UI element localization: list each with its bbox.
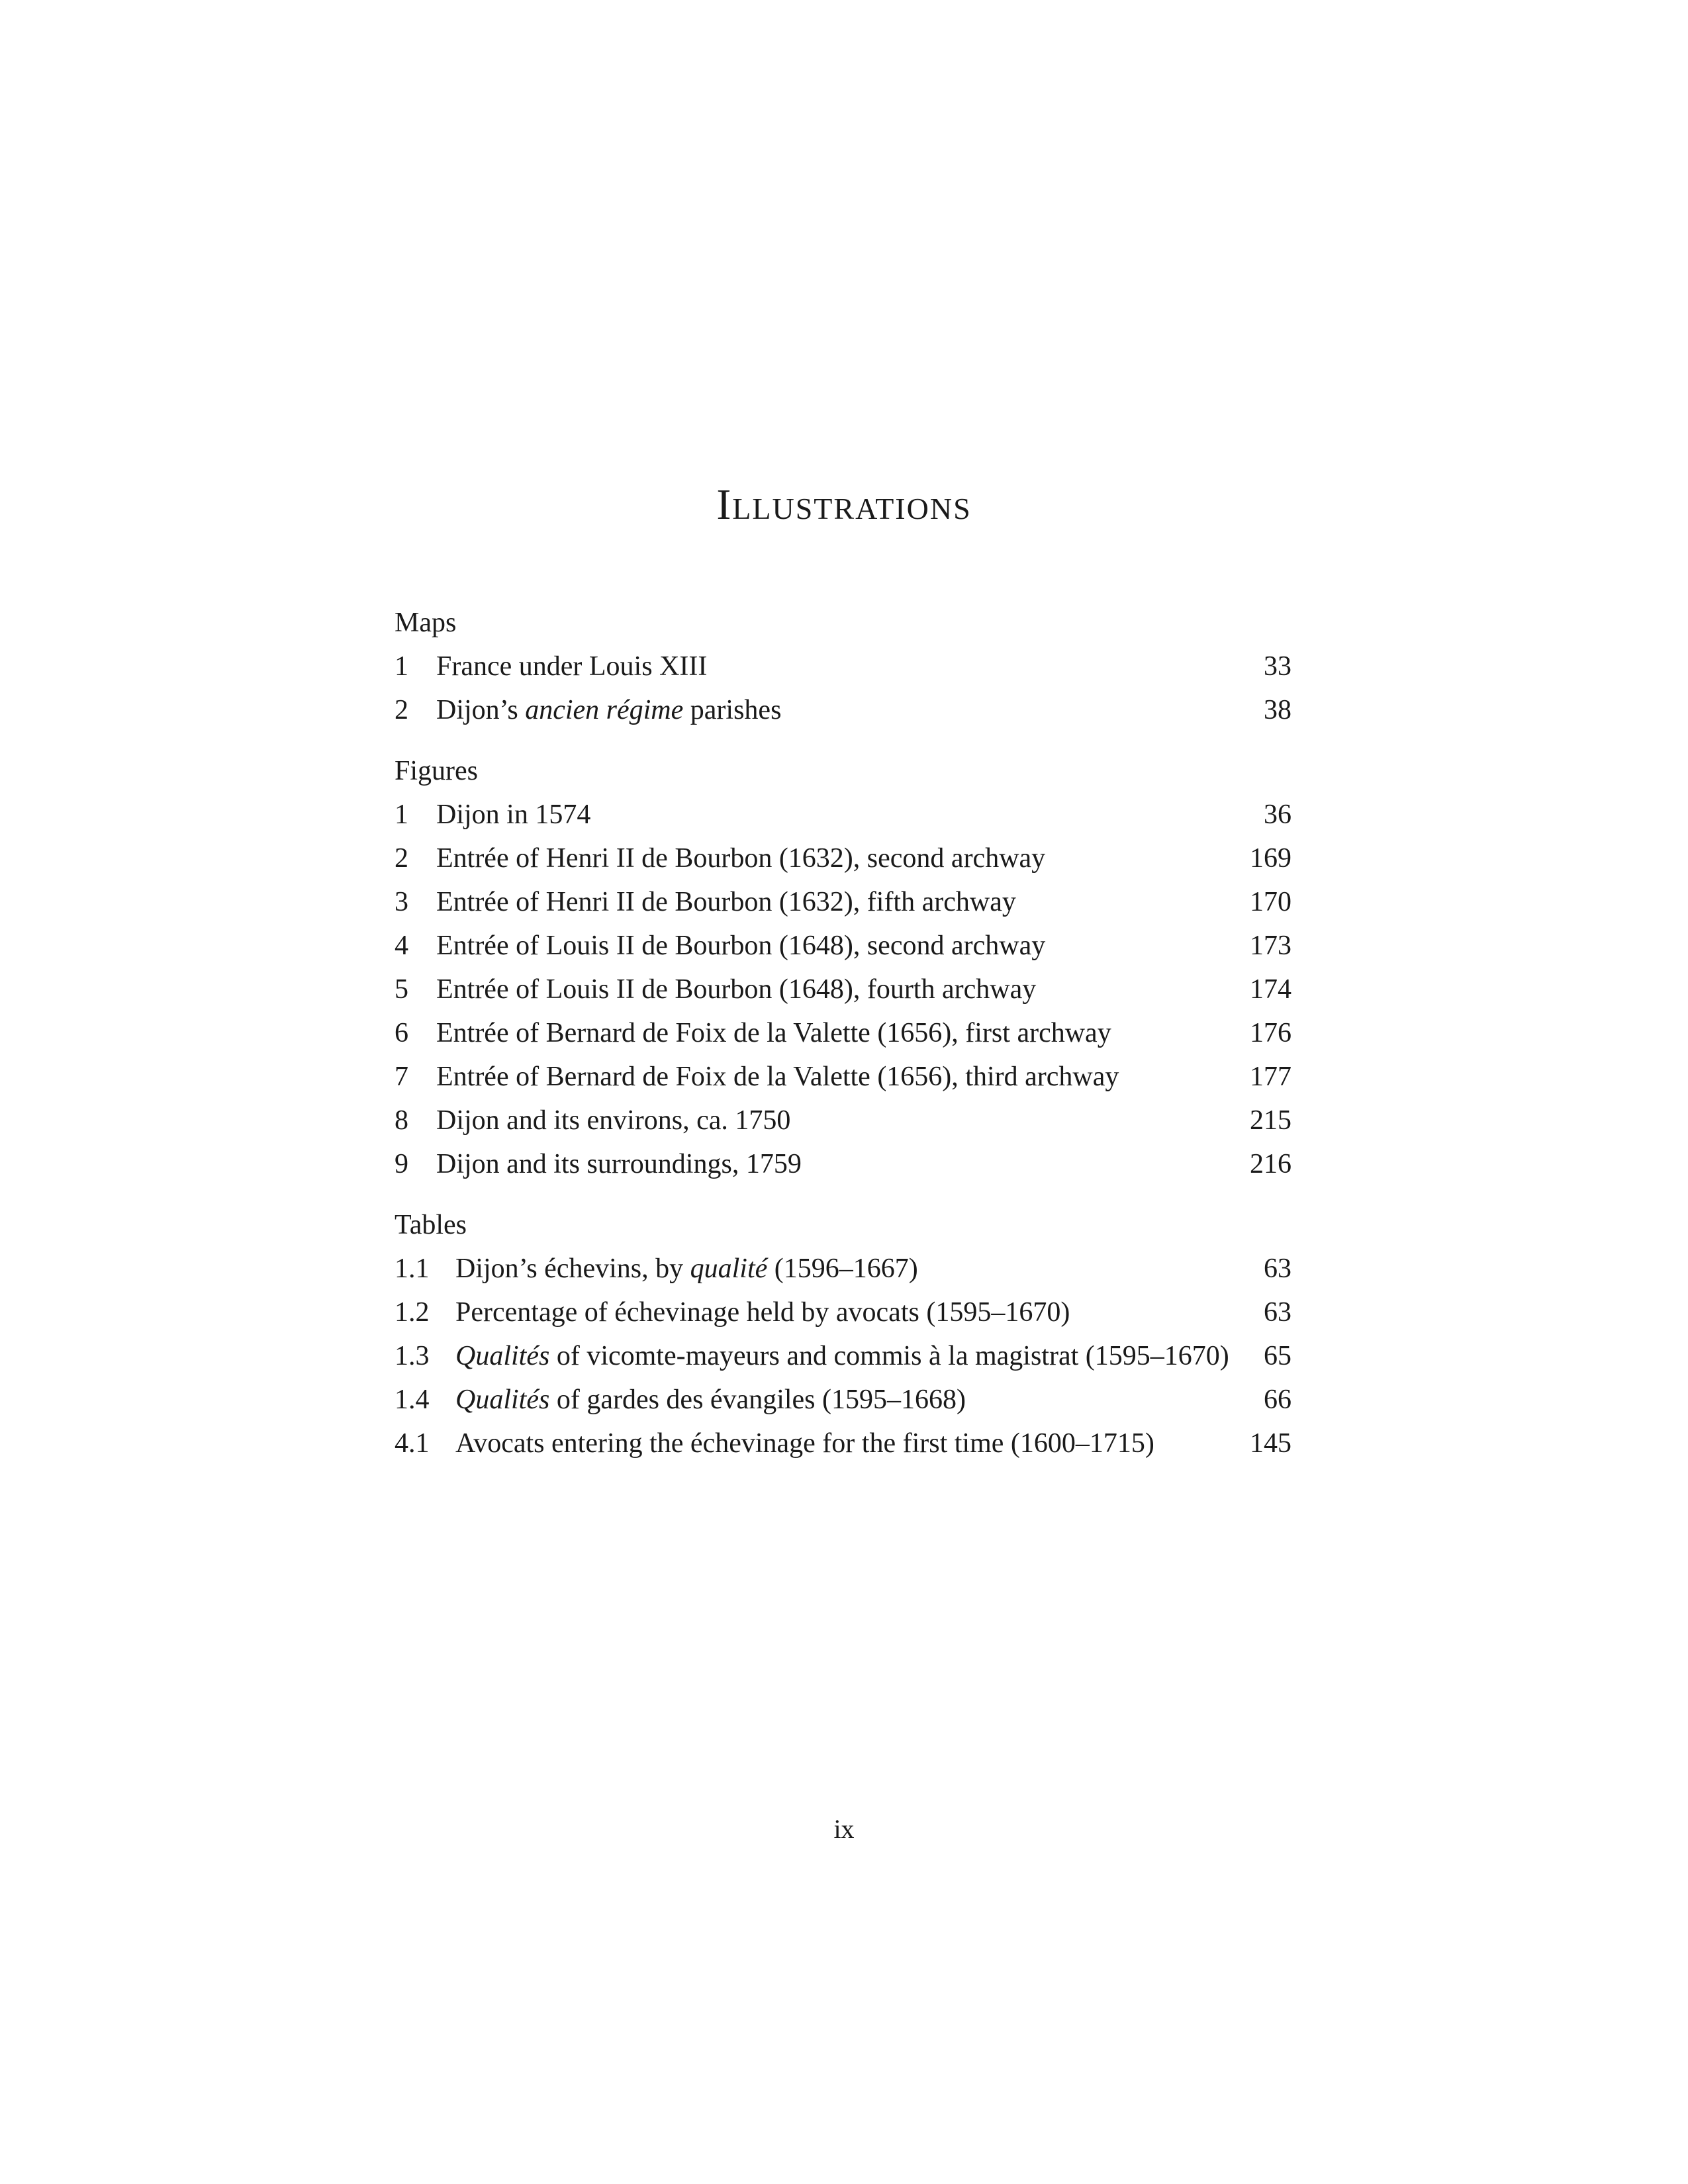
entry-title-text: (1596–1667) <box>767 1253 918 1284</box>
section-heading-tables: Tables <box>395 1210 467 1240</box>
figure-entry <box>395 968 1291 1011</box>
entry-title-italic: ancien régime <box>525 695 684 725</box>
entry-page-number: 170 <box>1250 887 1291 917</box>
figure-entry <box>395 837 1291 880</box>
figure-entry <box>395 793 1291 837</box>
entry-title: Entrée of Henri II de Bourbon (1632), second archway <box>436 843 1046 874</box>
entry-title <box>455 1378 1239 1422</box>
entry-number: 9 <box>395 1149 408 1179</box>
maps-entries <box>395 645 1291 732</box>
page-number: ix <box>833 1814 855 1844</box>
entry-page-number: 36 <box>1264 799 1291 830</box>
table-entry <box>395 1247 1291 1291</box>
illustrations-list <box>395 601 1291 1465</box>
section-spacer <box>395 732 1291 749</box>
table-entry <box>395 1291 1291 1334</box>
entry-title: Entrée of Louis II de Bourbon (1648), second archway <box>436 931 1046 961</box>
entry-number: 1.1 <box>395 1253 430 1284</box>
section-heading-figures: Figures <box>395 756 478 786</box>
entry-title-text: of gardes des évangiles (1595–1668) <box>549 1385 966 1415</box>
entry-title-text: Dijon’s <box>436 695 526 725</box>
entry-title-text: of vicomte-mayeurs and commis à la magistrat (1595–1670) <box>549 1341 1229 1371</box>
entry-number: 1.3 <box>395 1341 430 1371</box>
entry-title: Entrée of Bernard de Foix de la Valette (1656), first archway <box>436 1018 1111 1048</box>
table-entry <box>395 1422 1291 1465</box>
entry-number: 4 <box>395 931 408 961</box>
figure-entry <box>395 1142 1291 1186</box>
entry-page-number: 174 <box>1250 974 1291 1005</box>
entry-page-number: 33 <box>1264 651 1291 682</box>
entry-number: 1 <box>395 651 408 682</box>
entry-title: Entrée of Bernard de Foix de la Valette (1656), third archway <box>436 1062 1119 1092</box>
entry-number: 1.4 <box>395 1385 430 1415</box>
entry-page-number: 215 <box>1250 1105 1291 1136</box>
entry-page-number: 38 <box>1264 695 1291 725</box>
figure-entry <box>395 880 1291 924</box>
entry-number: 8 <box>395 1105 408 1136</box>
figure-entry <box>395 1011 1291 1055</box>
entry-number: 2 <box>395 695 408 725</box>
entry-title: Dijon and its surroundings, 1759 <box>436 1149 802 1179</box>
section-spacer <box>395 1186 1291 1203</box>
entry-page-number: 173 <box>1250 931 1291 961</box>
entry-page-number: 65 <box>1264 1341 1291 1371</box>
entry-title: Entrée of Henri II de Bourbon (1632), fifth archway <box>436 887 1016 917</box>
entry-title-italic: qualité <box>690 1253 768 1284</box>
tables-entries <box>395 1247 1291 1465</box>
entry-title-text: Dijon’s échevins, by <box>455 1253 690 1284</box>
entry-page-number: 63 <box>1264 1253 1291 1284</box>
entry-title-italic: Qualités <box>455 1385 550 1415</box>
entry-title <box>455 1334 1239 1378</box>
entry-title <box>436 688 1239 732</box>
entry-number: 7 <box>395 1062 408 1092</box>
entry-title-text: parishes <box>683 695 782 725</box>
entry-number: 6 <box>395 1018 408 1048</box>
entry-title: Entrée of Louis II de Bourbon (1648), fourth archway <box>436 974 1037 1005</box>
entry-title <box>455 1247 1239 1291</box>
entry-page-number: 63 <box>1264 1297 1291 1328</box>
entry-number: 1.2 <box>395 1297 430 1328</box>
section-heading-maps: Maps <box>395 608 457 638</box>
map-entry <box>395 688 1291 732</box>
entry-title-italic: Qualités <box>455 1341 550 1371</box>
entry-title: Dijon and its environs, ca. 1750 <box>436 1105 791 1136</box>
figures-entries <box>395 793 1291 1186</box>
table-entry <box>395 1334 1291 1378</box>
entry-page-number: 66 <box>1264 1385 1291 1415</box>
entry-number: 5 <box>395 974 408 1005</box>
entry-page-number: 145 <box>1250 1428 1291 1459</box>
entry-page-number: 176 <box>1250 1018 1291 1048</box>
entry-number: 1 <box>395 799 408 830</box>
entry-title: Dijon in 1574 <box>436 799 591 830</box>
entry-title: Percentage of échevinage held by avocats (1595–1670) <box>455 1297 1070 1328</box>
page-title: Illustrations <box>716 480 972 529</box>
figure-entry <box>395 1099 1291 1142</box>
entry-title: Avocats entering the échevinage for the first time (1600–1715) <box>455 1428 1154 1459</box>
figure-entry <box>395 924 1291 968</box>
figure-entry <box>395 1055 1291 1099</box>
entry-number: 3 <box>395 887 408 917</box>
entry-number: 4.1 <box>395 1428 430 1459</box>
entry-page-number: 169 <box>1250 843 1291 874</box>
table-entry <box>395 1378 1291 1422</box>
entry-number: 2 <box>395 843 408 874</box>
map-entry <box>395 645 1291 688</box>
entry-page-number: 216 <box>1250 1149 1291 1179</box>
entry-title: France under Louis XIII <box>436 651 708 682</box>
entry-page-number: 177 <box>1250 1062 1291 1092</box>
